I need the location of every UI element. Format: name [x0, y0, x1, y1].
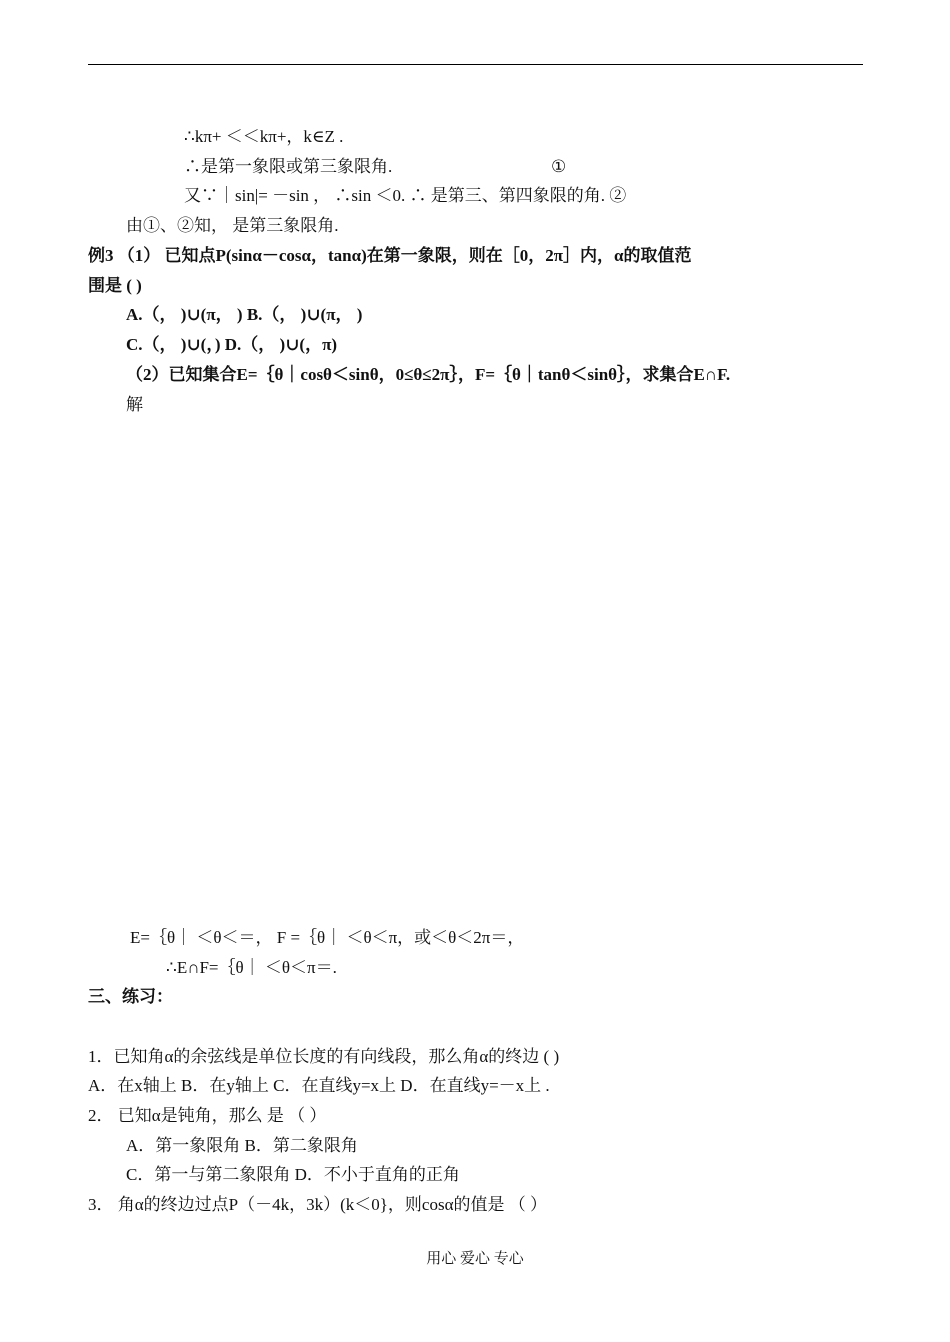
- page-footer: 用心 爱心 专心: [426, 1251, 524, 1267]
- option-row-cd: C.（， )∪(，) D.（， )∪(，π): [126, 335, 338, 354]
- section-exercises-heading: 三、练习：: [88, 987, 173, 1006]
- exercise-2-options-cd: C．第一与第二象限角 D．不小于直角的正角: [126, 1165, 460, 1184]
- example-3-question: 例3 （1） 已知点P(sinα－cosα，tanα)在第一象限，则在［0，2π］内，α的取值范: [88, 246, 692, 265]
- circled-one-mark: ①: [551, 157, 567, 176]
- solution-label: 解: [126, 395, 143, 414]
- text-line-2: ∴是第一象限或第三象限角.: [184, 157, 393, 176]
- header-rule: [88, 64, 863, 65]
- example-3-question-cont: 围是 ( ): [88, 276, 142, 295]
- exercise-1-options: A．在x轴上 B．在y轴上 C．在直线y=x上 D．在直线y=－x上 .: [88, 1076, 550, 1095]
- solution-intersection-line: ∴E∩F=｛θ｜ ＜θ＜π＝.: [166, 958, 337, 977]
- text-line-4: 由①、②知， 是第三象限角.: [126, 216, 339, 235]
- solution-sets-line: E=｛θ｜ ＜θ＜＝， F =｛θ｜ ＜θ＜π，或＜θ＜2π＝，: [130, 928, 525, 947]
- exercise-2-options-ab: A．第一象限角 B．第二象限角: [126, 1136, 358, 1155]
- exercise-2-question: 2． 已知α是钝角，那么 是 （ ）: [88, 1106, 327, 1125]
- text-line-1: ∴kπ+ ＜＜kπ+，k∈Z .: [184, 127, 344, 146]
- exercise-1-question: 1．已知角α的余弦线是单位长度的有向线段，那么角α的终边 ( ): [88, 1047, 560, 1066]
- text-line-3: 又∵｜sin|= －sin ， ∴sin ＜0. ∴ 是第三、第四象限的角. ②: [184, 186, 627, 205]
- option-row-ab: A.（， )∪(π， ) B.（， )∪(π， ): [126, 305, 363, 324]
- exercise-3-question: 3． 角α的终边过点P（－4k，3k）(k＜0}，则cosα的值是 （ ）: [88, 1195, 547, 1214]
- example-3-part-2: （2）已知集合E=｛θ｜cosθ＜sinθ，0≤θ≤2π｝，F=｛θ｜tanθ＜sinθ｝，求集合E∩F.: [126, 365, 731, 384]
